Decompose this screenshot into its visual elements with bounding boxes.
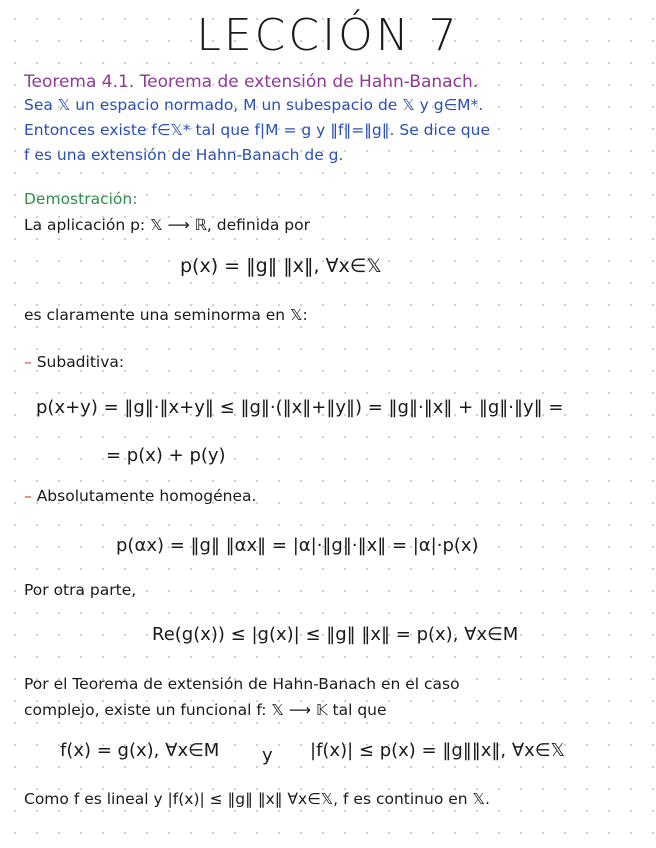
complex-line-1: Por el Teorema de extensión de Hahn-Banach en el caso <box>24 675 460 693</box>
definition-formula: p(x) = ‖g‖ ‖x‖, ∀x∈𝕏 <box>180 255 382 277</box>
por-otra-parte: Por otra parte, <box>24 581 137 599</box>
conclusion-line: Como f es lineal y |f(x)| ≤ ‖g‖ ‖x‖ ∀x∈𝕏, f es continuo en 𝕏. <box>24 790 490 808</box>
theorem-line-1: Sea 𝕏 un espacio normado, M un subespacio de 𝕏 y g∈M*. <box>24 96 484 114</box>
homogenea-equation: p(αx) = ‖g‖ ‖αx‖ = |α|·‖g‖·‖x‖ = |α|·p(x) <box>116 535 479 556</box>
complex-line-2: complejo, existe un funcional f: 𝕏 ⟶ 𝕂 tal que <box>24 701 387 719</box>
proof-heading: Demostración: <box>24 190 138 208</box>
extension-equality: f(x) = g(x), ∀x∈M <box>60 740 220 761</box>
re-inequality: Re(g(x)) ≤ |g(x)| ≤ ‖g‖ ‖x‖ = p(x), ∀x∈M <box>152 624 519 645</box>
page-title: LECCIÓN 7 <box>196 10 460 61</box>
and-connector: y <box>262 745 273 766</box>
subaditiva-equation-2: = p(x) + p(y) <box>106 445 226 466</box>
theorem-line-2: Entonces existe f∈𝕏* tal que f|M = g y ‖f‖=‖g‖. Se dice que <box>24 121 491 139</box>
proof-intro: La aplicación p: 𝕏 ⟶ ℝ, definida por <box>24 216 311 234</box>
theorem-heading: Teorema 4.1. Teorema de extensión de Hahn-Banach. <box>24 72 479 92</box>
extension-bound: |f(x)| ≤ p(x) = ‖g‖‖x‖, ∀x∈𝕏 <box>310 740 566 761</box>
theorem-line-3: f es una extensión de Hahn-Banach de g. <box>24 146 344 164</box>
seminorm-text: es claramente una seminorma en 𝕏: <box>24 306 308 324</box>
subaditiva-equation-1: p(x+y) = ‖g‖·‖x+y‖ ≤ ‖g‖·(‖x‖+‖y‖) = ‖g‖·‖x‖ + ‖g‖·‖y‖ = <box>36 397 564 418</box>
homogenea-label: – Absolutamente homogénea. <box>24 488 256 505</box>
subaditiva-label: – Subaditiva: <box>24 354 124 371</box>
